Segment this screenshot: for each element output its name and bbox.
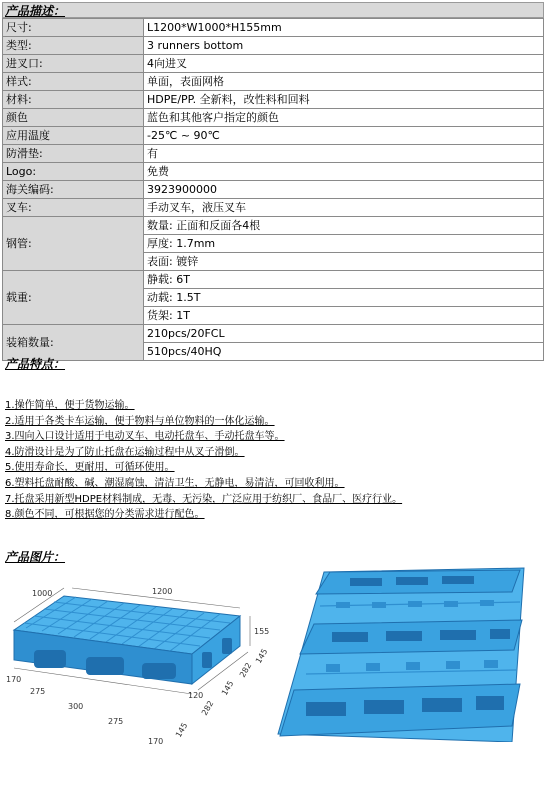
feature-item: 2.适用于各类卡车运输，便于物料与单位物料的一体化运输。	[5, 415, 275, 427]
spec-value: L1200*W1000*H155mm	[144, 19, 544, 37]
spec-value: 510pcs/40HQ	[144, 343, 544, 361]
spec-row-type	[3, 37, 544, 55]
pallet-body	[14, 596, 240, 684]
spec-row-antislip	[3, 145, 544, 163]
dim-bottom-275a: 275	[30, 687, 46, 696]
dim-mid-120: 120	[188, 691, 204, 700]
spec-value: 单面，表面网格	[144, 73, 544, 91]
spec-label: 尺寸:	[3, 19, 144, 37]
dim-side-145a: 145	[173, 721, 190, 739]
description-header-bar	[2, 2, 544, 18]
spec-value: 数量: 正面和反面各4根	[144, 217, 544, 235]
pallet-dimension-drawing	[2, 572, 274, 752]
dim-side-282b: 282	[237, 661, 254, 679]
images-title: 产品图片：	[5, 550, 66, 564]
pallet-runner	[300, 620, 522, 654]
spec-label: 颜色	[3, 109, 144, 127]
dim-height: 155	[254, 627, 270, 636]
spec-label: 样式:	[3, 73, 144, 91]
feature-item: 3.四向入口设计适用于电动叉车、电动托盘车、手动托盘车等。	[5, 431, 285, 443]
spec-value: 4向进叉	[144, 55, 544, 73]
spec-row-steel	[3, 217, 544, 235]
spec-row-packing	[3, 325, 544, 343]
spec-value: 3 runners bottom	[144, 37, 544, 55]
feature-item: 1.操作简单，便于货物运输。	[5, 400, 135, 411]
feature-item: 5.使用寿命长，更耐用，可循环使用。	[5, 462, 175, 474]
spec-label: 类型:	[3, 37, 144, 55]
spec-label: 载重:	[3, 271, 144, 325]
spec-row-material	[3, 91, 544, 109]
spec-row-style	[3, 73, 544, 91]
spec-value: 免费	[144, 163, 544, 181]
spec-value: 动载: 1.5T	[144, 289, 544, 307]
feature-item: 7.托盘采用新型HDPE材料制成，无毒、无污染，广泛应用于纺织厂、食品厂、医疗行业。	[5, 493, 403, 505]
spec-value: 表面: 镀锌	[144, 253, 544, 271]
dim-side-145b: 145	[219, 679, 236, 697]
spec-value: 静载: 6T	[144, 271, 544, 289]
spec-label: 应用温度	[3, 127, 144, 145]
spec-label: 防滑垫:	[3, 145, 144, 163]
spec-row-size	[3, 19, 544, 37]
dim-side-282a: 282	[199, 699, 216, 717]
spec-row-temp	[3, 127, 544, 145]
dim-top-width: 1000	[32, 589, 53, 598]
pallet-bottom-photo	[276, 566, 538, 742]
spec-table	[2, 18, 544, 361]
spec-value: 蓝色和其他客户指定的颜色	[144, 109, 544, 127]
spec-value: 3923900000	[144, 181, 544, 199]
spec-value: -25℃ ~ 90℃	[144, 127, 544, 145]
spec-label: 进叉口:	[3, 55, 144, 73]
dim-bottom-300: 300	[68, 702, 84, 711]
dim-side-145c: 145	[253, 647, 270, 665]
spec-label: Logo:	[3, 163, 144, 181]
spec-label: 装箱数量:	[3, 325, 144, 361]
spec-row-load	[3, 271, 544, 289]
spec-row-forklift	[3, 199, 544, 217]
dim-bottom-170a: 170	[6, 675, 22, 684]
spec-row-hs	[3, 181, 544, 199]
dim-bottom-170b: 170	[148, 737, 164, 746]
spec-value: 手动叉车，液压叉车	[144, 199, 544, 217]
feature-list	[5, 398, 545, 523]
features-title: 产品特点：	[5, 357, 66, 371]
spec-value: 货架: 1T	[144, 307, 544, 325]
spec-value: 厚度: 1.7mm	[144, 235, 544, 253]
feature-item: 8.颜色不同，可根据您的分类需求进行配色。	[5, 509, 205, 521]
feature-item: 4.防滑设计是为了防止托盘在运输过程中从叉子滑倒。	[5, 446, 245, 458]
spec-row-entry	[3, 55, 544, 73]
spec-value: 有	[144, 145, 544, 163]
spec-row-color	[3, 109, 544, 127]
spec-label: 海关编码:	[3, 181, 144, 199]
spec-value: HDPE/PP. 全新料，改性料和回料	[144, 91, 544, 109]
pallet-runner	[316, 570, 520, 594]
feature-item: 6.塑料托盘耐酸、碱、潮湿腐蚀，清洁卫生，无静电，易清洁，可回收利用。	[5, 477, 345, 489]
spec-row-logo	[3, 163, 544, 181]
spec-value: 210pcs/20FCL	[144, 325, 544, 343]
dim-bottom-275b: 275	[108, 717, 124, 726]
spec-label: 钢管:	[3, 217, 144, 271]
spec-label: 叉车:	[3, 199, 144, 217]
spec-label: 材料:	[3, 91, 144, 109]
description-title: 产品描述：	[5, 4, 66, 18]
dim-top-length: 1200	[152, 587, 173, 596]
